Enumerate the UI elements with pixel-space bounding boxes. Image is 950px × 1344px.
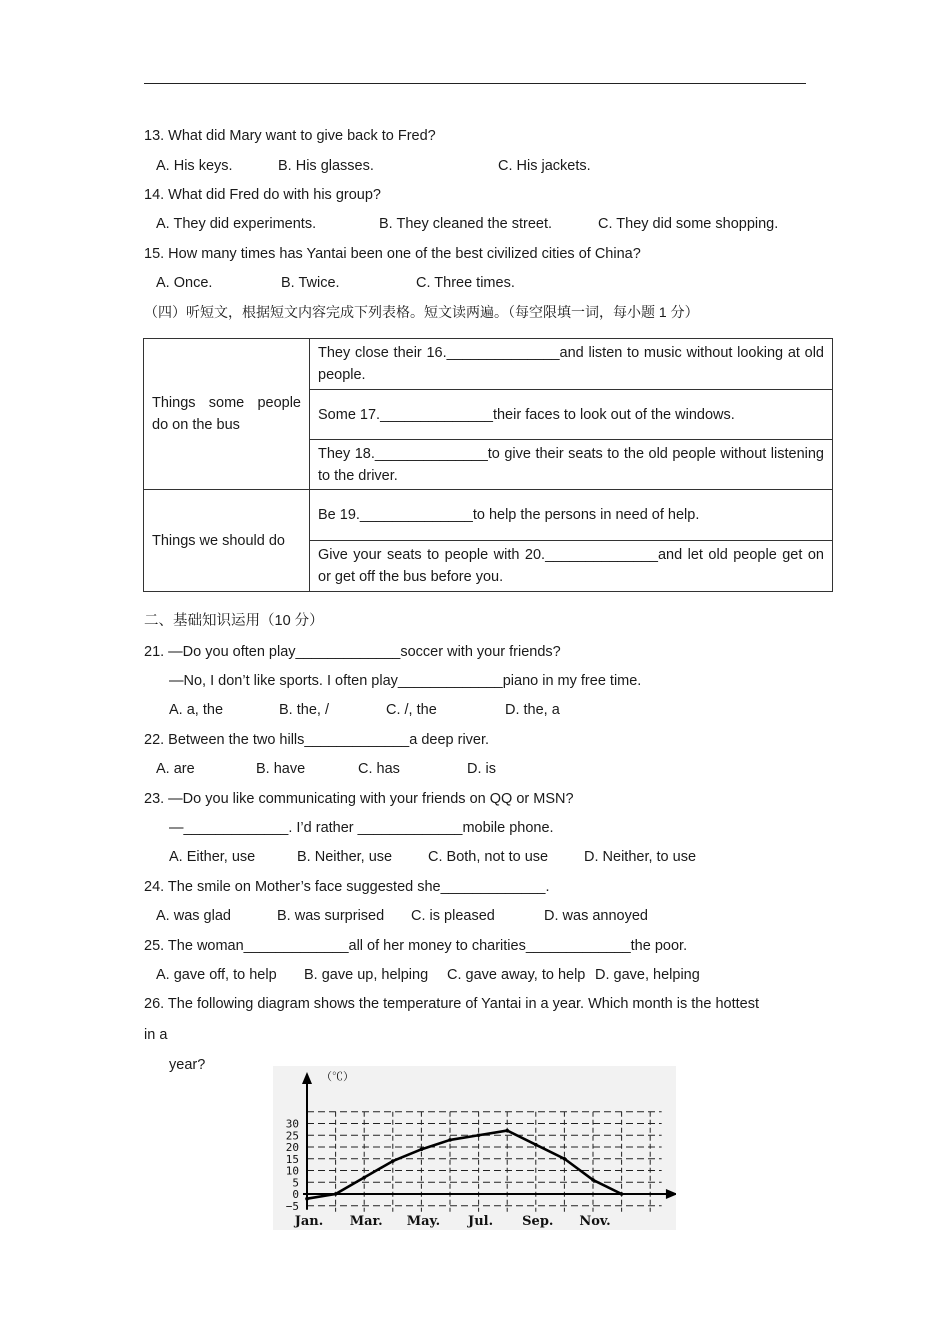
y-tick-label: 30 [285, 1117, 299, 1131]
temperature-chart [273, 1066, 676, 1230]
question-24-option-c: C. is pleased [411, 908, 495, 924]
question-21-option-a: A. a, the [169, 702, 224, 718]
x-tick-label: Nov. [579, 1214, 611, 1229]
question-21-option-c: C. /, the [386, 702, 437, 718]
temperature-data-point [477, 1133, 481, 1137]
table-row-18: They 18.______________to give their seats to the old people without listening to the driver. [310, 440, 833, 490]
question-23-option-c: C. Both, not to use [428, 849, 549, 865]
table-group-should-label: Things we should do [144, 490, 310, 592]
question-23-option-b: B. Neither, use [297, 849, 393, 865]
question-26-stem-line2: in a [144, 1027, 168, 1043]
x-tick-label: May. [406, 1214, 441, 1229]
y-axis-unit-label: （℃） [321, 1070, 354, 1083]
temperature-data-point [305, 1197, 309, 1201]
table-row-19: Be 19.______________to help the persons in need of help. [310, 490, 833, 541]
y-tick-label: −5 [285, 1199, 299, 1213]
temperature-data-point [448, 1138, 452, 1142]
question-21-reply: —No, I don’t like sports. I often play_____________piano in my free time. [169, 673, 642, 689]
question-23-stem: 23. —Do you like communicating with your friends on QQ or MSN? [144, 791, 574, 807]
question-25-stem: 25. The woman_____________all of her money to charities_____________the poor. [144, 938, 688, 954]
question-13-option-b: B. His glasses. [278, 158, 374, 174]
question-22-option-c: C. has [358, 761, 400, 777]
table-row-16: They close their 16.______________and listen to music without looking at old people. [310, 339, 833, 390]
temperature-data-point [420, 1148, 424, 1152]
temperature-data-point [620, 1192, 624, 1196]
temperature-data-point [534, 1143, 538, 1147]
question-25-option-d: D. gave, helping [595, 967, 700, 983]
x-tick-label: Sep. [522, 1214, 554, 1229]
question-22-stem: 22. Between the two hills_____________a deep river. [144, 732, 490, 748]
x-tick-label: Jul. [468, 1214, 494, 1229]
y-tick-label: 10 [285, 1164, 299, 1178]
question-15-option-b: B. Twice. [281, 275, 340, 291]
question-15-option-a: A. Once. [156, 275, 213, 291]
y-tick-label: 5 [292, 1176, 299, 1190]
temperature-data-point [391, 1159, 395, 1163]
question-26-stem-line1: 26. The following diagram shows the temperature of Yantai in a year. Which month is the hottest [144, 996, 759, 1012]
question-24-option-d: D. was annoyed [544, 908, 648, 924]
question-21-option-d: D. the, a [505, 702, 560, 718]
section-2-heading: 二、基础知识运用（10 分） [144, 613, 324, 629]
question-25-option-b: B. gave up, helping [304, 967, 429, 983]
question-22-option-d: D. is [467, 761, 496, 777]
question-14-option-a: A. They did experiments. [156, 216, 317, 232]
table-row-20: Give your seats to people with 20.______________and let old people get on or get off the bus before you. [310, 541, 833, 592]
section-4-heading: （四）听短文，根据短文内容完成下列表格。短文读两遍。（每空限填一词，每小题 1 分） [144, 304, 699, 320]
question-13-option-a: A. His keys. [156, 158, 233, 174]
x-tick-label: Mar. [349, 1214, 383, 1229]
x-tick-label: Jan. [294, 1214, 324, 1229]
question-24-option-b: B. was surprised [277, 908, 385, 924]
question-21-stem: 21. —Do you often play_____________soccer with your friends? [144, 644, 561, 660]
y-tick-label: 25 [285, 1129, 299, 1143]
temperature-data-point [334, 1192, 338, 1196]
listening-table [143, 338, 833, 592]
question-13-stem: 13. What did Mary want to give back to Fred? [144, 128, 436, 144]
question-24-option-a: A. was glad [156, 908, 231, 924]
question-23-option-a: A. Either, use [169, 849, 256, 865]
table-group-bus-label: Things some people do on the bus [144, 339, 310, 490]
question-14-option-b: B. They cleaned the street. [379, 216, 553, 232]
header-rule [144, 83, 806, 84]
question-21-option-b: B. the, / [279, 702, 329, 718]
question-24-stem: 24. The smile on Mother’s face suggested she_____________. [144, 879, 550, 895]
question-15-stem: 15. How many times has Yantai been one of the best civilized cities of China? [144, 246, 641, 262]
question-15-option-c: C. Three times. [416, 275, 515, 291]
temperature-data-point [505, 1129, 509, 1133]
temperature-data-point [591, 1178, 595, 1182]
table-row-17: Some 17.______________their faces to look out of the windows. [310, 390, 833, 440]
temperature-chart-svg [273, 1066, 676, 1230]
question-25-option-a: A. gave off, to help [156, 967, 277, 983]
question-22-option-a: A. are [156, 761, 195, 777]
y-tick-label: 20 [285, 1141, 299, 1154]
question-23-option-d: D. Neither, to use [584, 849, 697, 865]
question-26-stem-line3: year? [169, 1057, 206, 1073]
question-14-stem: 14. What did Fred do with his group? [144, 187, 381, 203]
question-25-option-c: C. gave away, to help [447, 967, 586, 983]
temperature-data-point [362, 1176, 366, 1180]
question-14-option-c: C. They did some shopping. [598, 216, 779, 232]
temperature-data-point [563, 1157, 567, 1161]
y-tick-label: 15 [285, 1152, 299, 1166]
question-23-reply: —_____________. I’d rather _____________mobile phone. [169, 820, 554, 836]
question-22-option-b: B. have [256, 761, 306, 777]
y-tick-label: 0 [292, 1188, 299, 1201]
question-13-option-c: C. His jackets. [498, 158, 591, 174]
